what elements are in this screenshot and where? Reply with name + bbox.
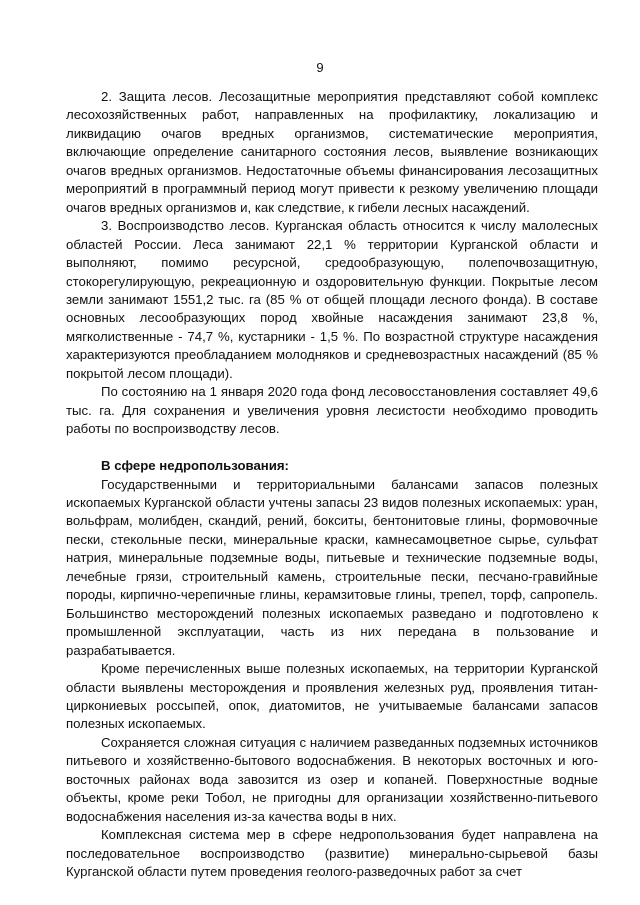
paragraph-water-supply: Сохраняется сложная ситуация с наличием разведанных подземных источников питьевого и хозяйственно-бытового водоснабжения. В некоторых восточных и юго-восточных районах вода завозится из озер и копаней. Поверхностные водные объекты, кроме реки Тобол, не пригодны для организации хозяйственно-питьевого водоснабжения населения из-за качества воды в них.	[66, 734, 598, 824]
document-body	[66, 88, 598, 882]
paragraph-forest-protection: 2. Защита лесов. Лесозащитные мероприятия представляют собой комплекс лесохозяйственных работ, направленных на профилактику, локализацию и ликвидацию очагов вредных организмов, систематические мероприятия, включающие определение санитарного состояния лесов, выявление возникающих очагов вредных организмов. Недостаточные объемы финансирования лесозащитных мероприятий в программный период могут привести к резкому увеличению площади очагов вредных организмов и, как следствие, к гибели лесных насаждений.	[66, 89, 598, 215]
paragraph-forest-reproduction: 3. Воспроизводство лесов. Курганская область относится к числу малолесных областей России. Леса занимают 22,1 % территории Курганской области и выполняют, помимо ресурсной, средообразующую, полепочвозащитную, стокорегулирующую, рекреационную и оздоровительную функции. Покрытые лесом земли занимают 1551,2 тыс. га (85 % от общей площади лесного фонда). В составе основных лесообразующих пород хвойные насаждения занимают 23,8 %, мягколиственные - 74,7 %, кустарники - 1,5 %. По возрастной структуре насаждения характеризуются преобладанием молодняков и средневозрастных насаждений (85 % покрытой лесом площади).	[66, 218, 598, 381]
section-heading-subsoil-use: В сфере недропользования:	[101, 458, 289, 474]
paragraph-other-deposits: Кроме перечисленных выше полезных ископаемых, на территории Курганской области выявлены месторождения и проявления железных руд, проявления титан-циркониевых россыпей, опок, диатомитов, не учитываемые балансами запасов полезных ископаемых.	[66, 661, 598, 732]
page-number: 9	[316, 60, 324, 75]
paragraph-reforestation-fund: По состоянию на 1 января 2020 года фонд лесовосстановления составляет 49,6 тыс. га. Для сохранения и увеличения уровня лесистости необходимо проводить работы по воспроизводству лесов.	[66, 384, 598, 437]
paragraph-subsoil-measures: Комплексная система мер в сфере недропользования будет направлена на последовательное воспроизводство (развитие) минерально-сырьевой базы Курганской области путем проведения геолого-разведочных работ за счет	[66, 827, 598, 880]
paragraph-mineral-reserves: Государственными и территориальными балансами запасов полезных ископаемых Курганской области учтены запасы 23 видов полезных ископаемых: уран, вольфрам, молибден, скандий, рений, бокситы, бентонитовые глины, формовочные пески, стекольные пески, минеральные краски, камнесамоцветное сырье, сульфат натрия, минеральные подземные воды, питьевые и технические подземные воды, лечебные грязи, строительный камень, строительные пески, песчано-гравийные породы, кирпично-черепичные глины, керамзитовые глины, трепел, торф, сапропель. Большинство месторождений полезных ископаемых разведано и подготовлено к промышленной эксплуатации, часть из них передана в пользование и разрабатывается.	[66, 476, 598, 658]
